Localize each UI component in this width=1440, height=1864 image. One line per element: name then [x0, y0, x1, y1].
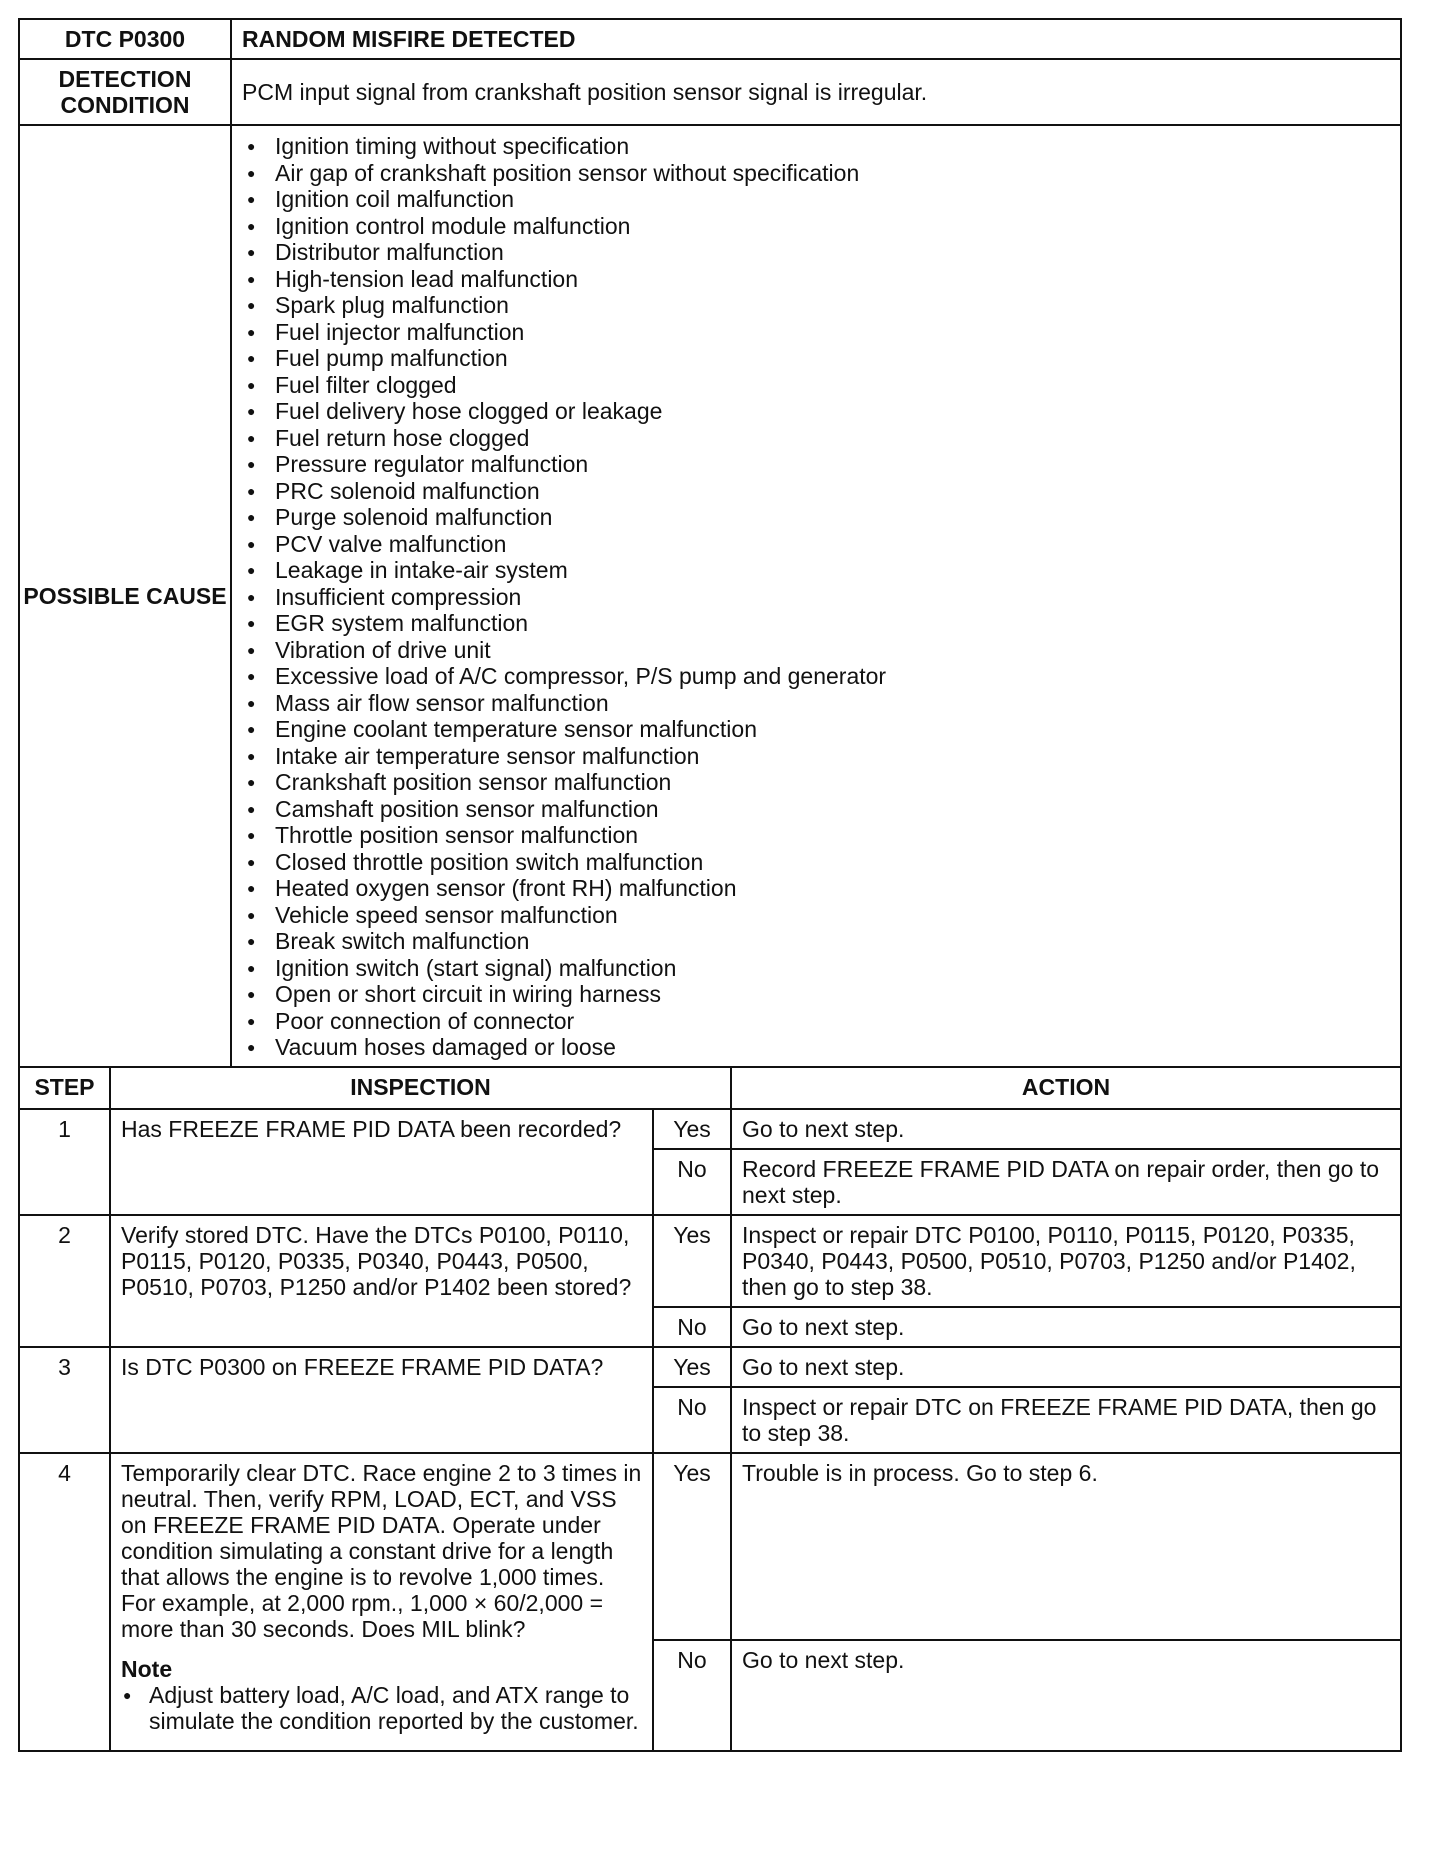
yes-label: Yes [653, 1109, 731, 1149]
note-title: Note [121, 1655, 173, 1682]
no-label: No [653, 1307, 731, 1347]
cause-item: ● High-tension lead malfunction [241, 266, 1399, 293]
cause-item: ● Leakage in intake-air system [241, 557, 1399, 584]
dtc-row [19, 19, 1401, 59]
no-action: Go to next step. [731, 1640, 1401, 1751]
cause-item: ● Insufficient compression [241, 584, 1399, 611]
cause-item: ● Purge solenoid malfunction [241, 504, 1399, 531]
step-inspection: Temporarily clear DTC. Race engine 2 to 3 times in neutral. Then, verify RPM, LOAD, ECT, and VSS on FREEZE FRAME PID DATA. Operate under condition simulating a constant drive for a length that allows the engine is to revolve 1,000 times. For example, at 2,000 rpm., 1,000 × 60/2,000 = more than 30 seconds. Does MIL blink? [121, 1459, 642, 1642]
possible-cause-cell [231, 125, 1401, 1067]
cause-item: ● Camshaft position sensor malfunction [241, 796, 1399, 823]
cause-item: ● Ignition control module malfunction [241, 213, 1399, 240]
steps-header-row [19, 1067, 1401, 1109]
detection-label: DETECTION CONDITION [19, 59, 231, 125]
cause-item: ● Spark plug malfunction [241, 292, 1399, 319]
diagnostic-document [18, 18, 1402, 1752]
cause-item: ● Engine coolant temperature sensor malfunction [241, 716, 1399, 743]
cause-item: ● Vacuum hoses damaged or loose [241, 1034, 1399, 1061]
detection-row [19, 59, 1401, 125]
cause-item: ● Poor connection of connector [241, 1008, 1399, 1035]
cause-item: ● Fuel pump malfunction [241, 345, 1399, 372]
no-label: No [653, 1149, 731, 1215]
cause-item: ● EGR system malfunction [241, 610, 1399, 637]
cause-item: ● Ignition coil malfunction [241, 186, 1399, 213]
no-action: Record FREEZE FRAME PID DATA on repair order, then go to next step. [731, 1149, 1401, 1215]
inspection-column-header: INSPECTION [110, 1067, 731, 1109]
cause-item: ● Mass air flow sensor malfunction [241, 690, 1399, 717]
cause-item: ● Open or short circuit in wiring harness [241, 981, 1399, 1008]
cause-item: ● Crankshaft position sensor malfunction [241, 769, 1399, 796]
step-number: 3 [19, 1347, 110, 1453]
cause-item: ● Fuel return hose clogged [241, 425, 1399, 452]
no-action: Go to next step. [731, 1307, 1401, 1347]
cause-item: ● Break switch malfunction [241, 928, 1399, 955]
step-column-header: STEP [19, 1067, 110, 1109]
step-inspection: Has FREEZE FRAME PID DATA been recorded? [110, 1109, 653, 1215]
dtc-title: RANDOM MISFIRE DETECTED [231, 19, 1401, 59]
cause-item: ● Vibration of drive unit [241, 637, 1399, 664]
yes-action: Go to next step. [731, 1347, 1401, 1387]
cause-item: ● Heated oxygen sensor (front RH) malfunction [241, 875, 1399, 902]
step-number: 4 [19, 1453, 110, 1751]
no-label: No [653, 1640, 731, 1751]
action-column-header: ACTION [731, 1067, 1401, 1109]
yes-action: Inspect or repair DTC P0100, P0110, P0115, P0120, P0335, P0340, P0443, P0500, P0510, P0703, P1250 and/or P1402, then go to step 38. [731, 1215, 1401, 1307]
cause-item: ● Fuel injector malfunction [241, 319, 1399, 346]
dtc-header-table [18, 18, 1402, 1068]
yes-label: Yes [653, 1347, 731, 1387]
no-action: Inspect or repair DTC on FREEZE FRAME PID DATA, then go to step 38. [731, 1387, 1401, 1453]
step-row-yes [19, 1453, 1401, 1640]
step-number: 1 [19, 1109, 110, 1215]
yes-action: Trouble is in process. Go to step 6. [731, 1453, 1401, 1640]
yes-action: Go to next step. [731, 1109, 1401, 1149]
no-label: No [653, 1387, 731, 1453]
cause-item: ● Distributor malfunction [241, 239, 1399, 266]
step-number: 2 [19, 1215, 110, 1347]
step-row-yes [19, 1109, 1401, 1149]
yes-label: Yes [653, 1453, 731, 1640]
cause-item: ● Air gap of crankshaft position sensor without specification [241, 160, 1399, 187]
step-inspection-cell [110, 1453, 653, 1751]
cause-item: ● Vehicle speed sensor malfunction [241, 902, 1399, 929]
cause-item: ● Fuel filter clogged [241, 372, 1399, 399]
cause-item: ● PRC solenoid malfunction [241, 478, 1399, 505]
inspection-steps-table [18, 1066, 1402, 1752]
cause-item: ● PCV valve malfunction [241, 531, 1399, 558]
cause-item: ● Throttle position sensor malfunction [241, 822, 1399, 849]
possible-cause-label: POSSIBLE CAUSE [19, 125, 231, 1067]
step-inspection: Verify stored DTC. Have the DTCs P0100, P0110, P0115, P0120, P0335, P0340, P0443, P0500, P0510, P0703, P1250 and/or P1402 been stored? [110, 1215, 653, 1347]
cause-item: ● Ignition timing without specification [241, 133, 1399, 160]
possible-cause-row [19, 125, 1401, 1067]
step-inspection: Is DTC P0300 on FREEZE FRAME PID DATA? [110, 1347, 653, 1453]
cause-item: ● Pressure regulator malfunction [241, 451, 1399, 478]
dtc-code: DTC P0300 [19, 19, 231, 59]
cause-item: ● Fuel delivery hose clogged or leakage [241, 398, 1399, 425]
cause-item: ● Excessive load of A/C compressor, P/S pump and generator [241, 663, 1399, 690]
note-item: ● Adjust battery load, A/C load, and ATX range to simulate the condition reported by the customer. [121, 1682, 644, 1734]
step-row-yes [19, 1215, 1401, 1307]
yes-label: Yes [653, 1215, 731, 1307]
detection-text: PCM input signal from crankshaft position sensor signal is irregular. [231, 59, 1401, 125]
possible-cause-list [233, 127, 1399, 1065]
step-row-yes [19, 1347, 1401, 1387]
cause-item: ● Ignition switch (start signal) malfunction [241, 955, 1399, 982]
cause-item: ● Closed throttle position switch malfunction [241, 849, 1399, 876]
cause-item: ● Intake air temperature sensor malfunction [241, 743, 1399, 770]
